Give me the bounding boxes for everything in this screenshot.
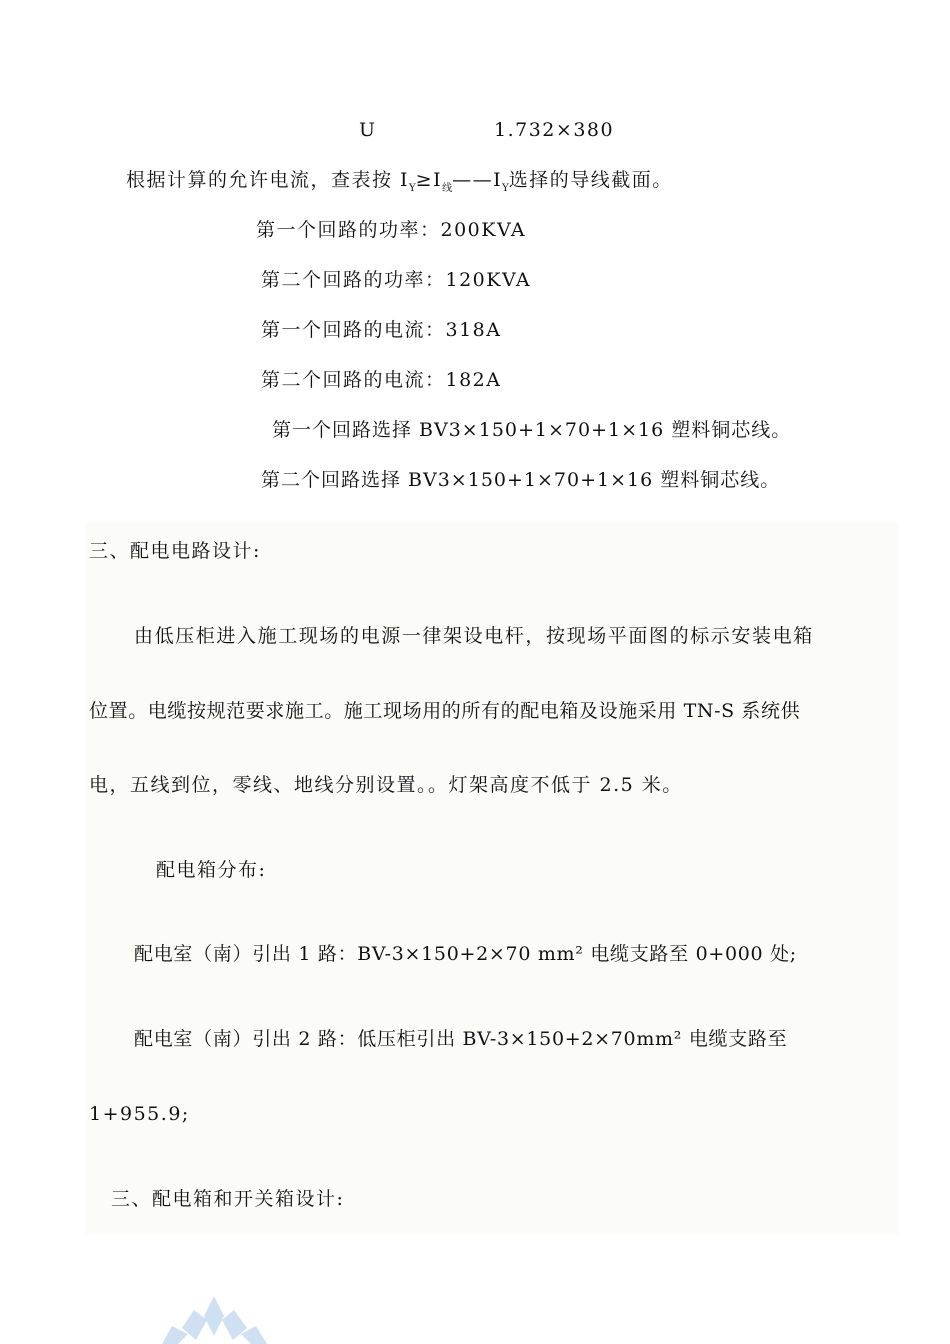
boxes-subheading: 配电箱分布: bbox=[156, 859, 267, 881]
circuit-line: 第一个回路的电流：318A bbox=[261, 319, 502, 341]
circuit-line: 第一个回路选择 BV3×150+1×70+1×16 塑料铜芯线。 bbox=[272, 419, 792, 441]
section-heading-distribution: 三、配电电路设计: bbox=[89, 540, 261, 562]
intro-subscript-y1: Y bbox=[409, 182, 416, 194]
route-line-continued: 1+955.9; bbox=[89, 1103, 190, 1125]
paragraph-line: 由低压柜进入施工现场的电源一律架设电杆，按现场平面图的标示安装电箱 bbox=[134, 625, 814, 647]
intro-subscript-line: 线 bbox=[442, 182, 453, 194]
intro-text-mid2: ——I bbox=[452, 169, 503, 191]
paragraph-line: 位置。电缆按规范要求施工。施工现场用的所有的配电箱及设施采用 TN-S 系统供 bbox=[89, 700, 801, 722]
intro-sentence bbox=[126, 167, 673, 202]
circuit-line: 第二个回路选择 BV3×150+1×70+1×16 塑料铜芯线。 bbox=[261, 469, 781, 491]
formula-denominator: 1.732×380 bbox=[494, 119, 615, 141]
circuit-line: 第二个回路的功率：120KVA bbox=[261, 269, 532, 291]
intro-subscript-y2: Y bbox=[502, 182, 509, 194]
route-line: 配电室（南）引出 2 路：低压柜引出 BV-3×150+2×70mm² 电缆支路至 bbox=[134, 1028, 788, 1050]
paragraph-line: 电，五线到位，零线、地线分别设置。。灯架高度不低于 2.5 米。 bbox=[89, 774, 683, 796]
formula-voltage-symbol: U bbox=[359, 119, 377, 141]
route-line: 配电室（南）引出 1 路：BV-3×150+2×70 mm² 电缆支路至 0+000 处; bbox=[134, 943, 797, 965]
circuit-line: 第一个回路的功率：200KVA bbox=[256, 219, 527, 241]
section-heading-boxes: 三、配电箱和开关箱设计: bbox=[111, 1188, 345, 1210]
intro-text-pre: 根据计算的允许电流，查表按 I bbox=[126, 169, 410, 191]
intro-text-mid: ≥I bbox=[415, 169, 443, 191]
circuit-line: 第二个回路的电流：182A bbox=[261, 369, 502, 391]
watermark-logo-icon bbox=[152, 1290, 277, 1344]
intro-text-post: 选择的导线截面。 bbox=[508, 169, 673, 191]
